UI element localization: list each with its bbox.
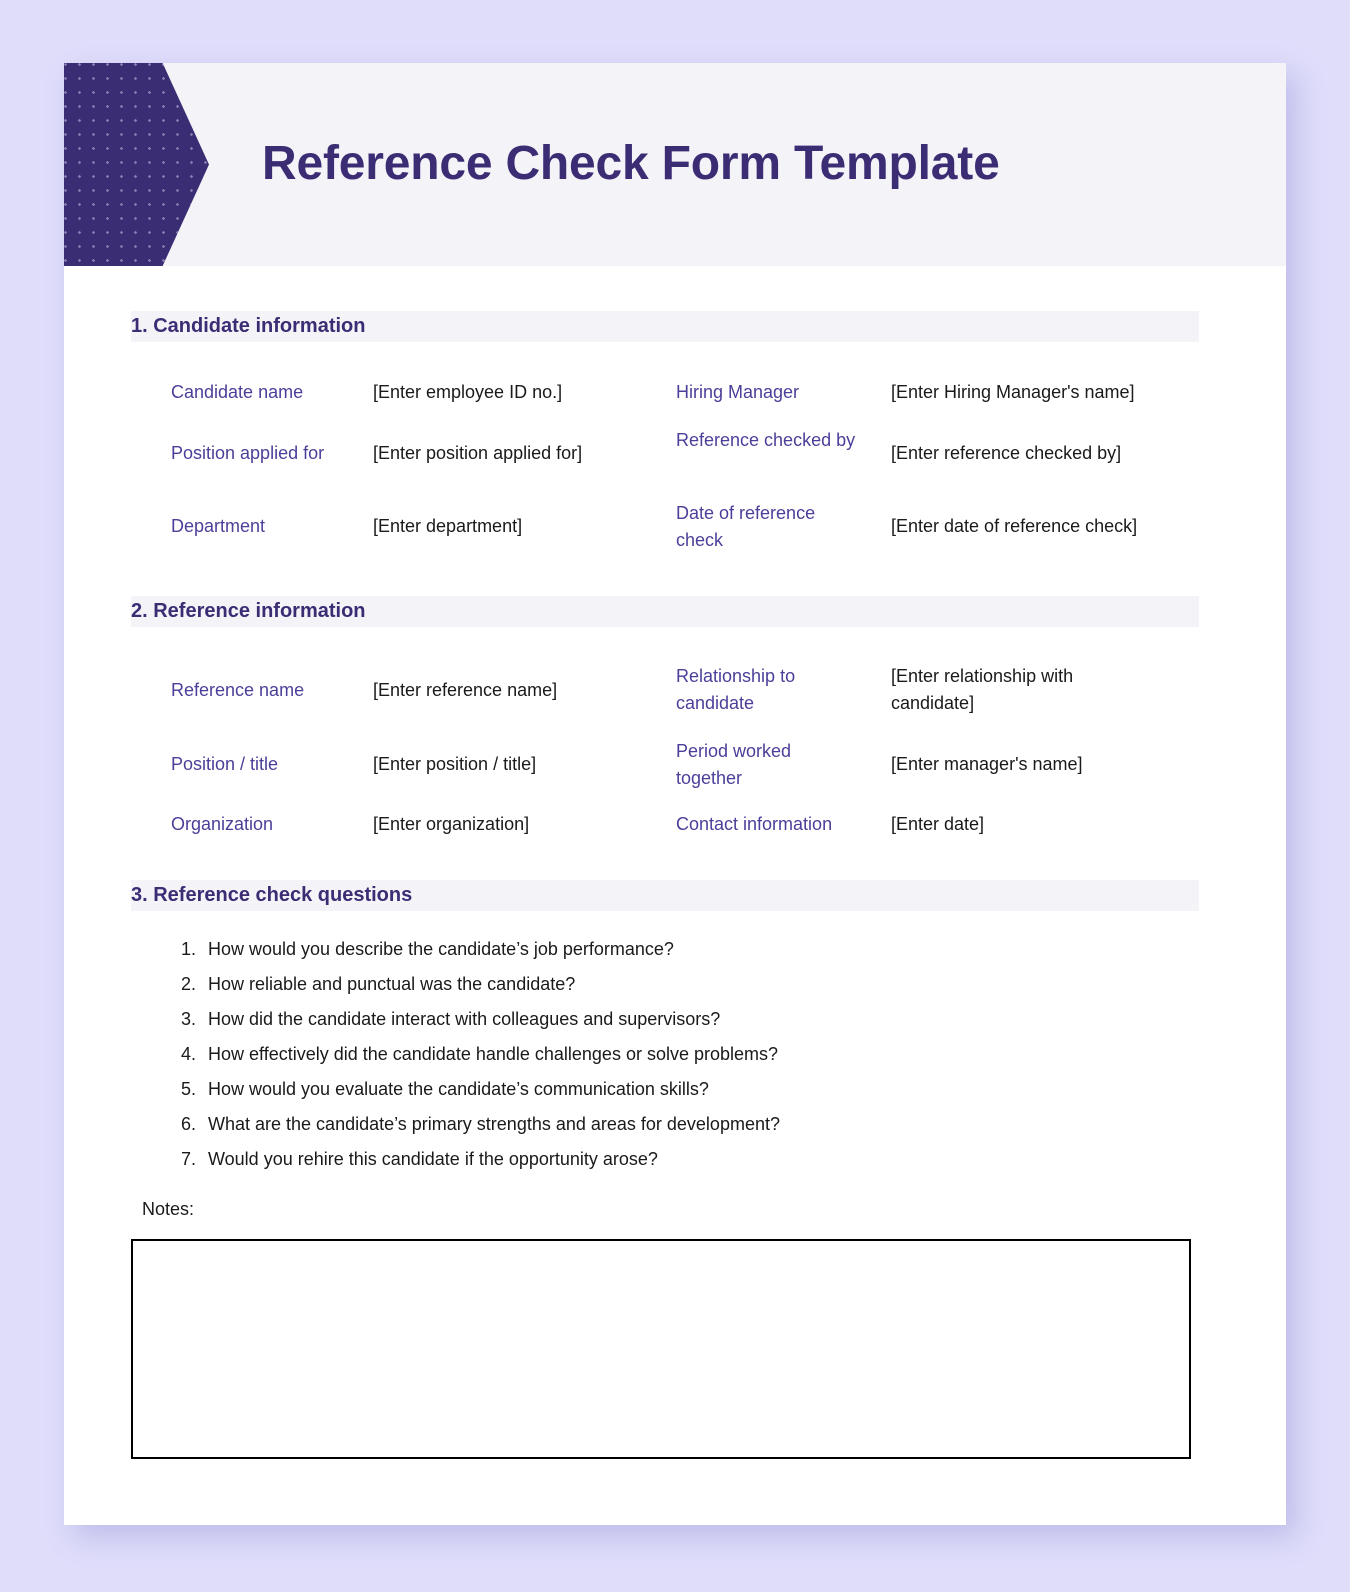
field-label-period-worked-together: Period worked together [676, 741, 792, 788]
question-text: Would you rehire this candidate if the opportunity arose? [208, 1149, 658, 1169]
section-title: 1. Candidate information [131, 315, 366, 337]
field-label-organization: Organization [171, 814, 274, 834]
document-page [64, 63, 1286, 1525]
field-value-department[interactable]: [Enter department] [373, 516, 523, 536]
field-value-relationship-to-candidate[interactable]: [Enter relationship with candidate] [891, 666, 1074, 713]
field-label-hiring-manager: Hiring Manager [676, 382, 800, 402]
field-value-reference-name[interactable]: [Enter reference name] [373, 680, 558, 700]
field-label-contact-information: Contact information [676, 814, 833, 834]
question-number: 5. [180, 1079, 196, 1099]
field-value-position-title[interactable]: [Enter position / title] [373, 754, 537, 774]
field-label-reference-checked-by: Reference checked by [676, 430, 856, 450]
field-label-reference-name: Reference name [171, 680, 305, 700]
page-title: Reference Check Form Template [262, 137, 1000, 190]
notes-textarea[interactable] [131, 1239, 1191, 1459]
question-text: How did the candidate interact with colleagues and supervisors? [208, 1009, 721, 1029]
field-label-position-title: Position / title [171, 754, 279, 774]
question-text: How would you describe the candidate’s job performance? [208, 939, 674, 959]
section-title: 3. Reference check questions [131, 884, 413, 906]
field-label-position-applied-for: Position applied for [171, 443, 325, 463]
notes-label: Notes: [142, 1199, 195, 1219]
document-header [64, 63, 1286, 266]
question-text: What are the candidate’s primary strengths and areas for development? [208, 1114, 780, 1134]
field-label-candidate-name: Candidate name [171, 382, 304, 402]
question-number: 6. [180, 1114, 196, 1134]
field-label-date-of-reference-check: Date of reference check [676, 503, 816, 550]
field-value-position-applied-for[interactable]: [Enter position applied for] [373, 443, 583, 463]
question-number: 1. [180, 939, 196, 959]
question-text: How reliable and punctual was the candidate? [208, 974, 576, 994]
field-label-relationship-to-candidate: Relationship to candidate [676, 666, 796, 713]
section-heading-reference-check-questions [131, 880, 1199, 911]
question-text: How effectively did the candidate handle challenges or solve problems? [208, 1044, 779, 1064]
chevron-decoration-icon [64, 63, 209, 266]
field-value-candidate-name[interactable]: [Enter employee ID no.] [373, 382, 563, 402]
question-text: How would you evaluate the candidate’s communication skills? [208, 1079, 709, 1099]
field-value-date-of-reference-check[interactable]: [Enter date of reference check] [891, 516, 1138, 536]
section-title: 2. Reference information [131, 600, 366, 622]
section-heading-reference-information [131, 596, 1199, 627]
question-number: 3. [180, 1009, 196, 1029]
field-value-organization[interactable]: [Enter organization] [373, 814, 530, 834]
question-number: 2. [180, 974, 196, 994]
field-label-department: Department [171, 516, 266, 536]
question-number: 4. [180, 1044, 196, 1064]
section-heading-candidate-information [131, 311, 1199, 342]
field-value-period-worked-together[interactable]: [Enter manager's name] [891, 754, 1083, 774]
field-value-hiring-manager[interactable]: [Enter Hiring Manager's name] [891, 382, 1135, 402]
question-number: 7. [180, 1149, 196, 1169]
field-value-reference-checked-by[interactable]: [Enter reference checked by] [891, 443, 1122, 463]
field-value-contact-information[interactable]: [Enter date] [891, 814, 985, 834]
